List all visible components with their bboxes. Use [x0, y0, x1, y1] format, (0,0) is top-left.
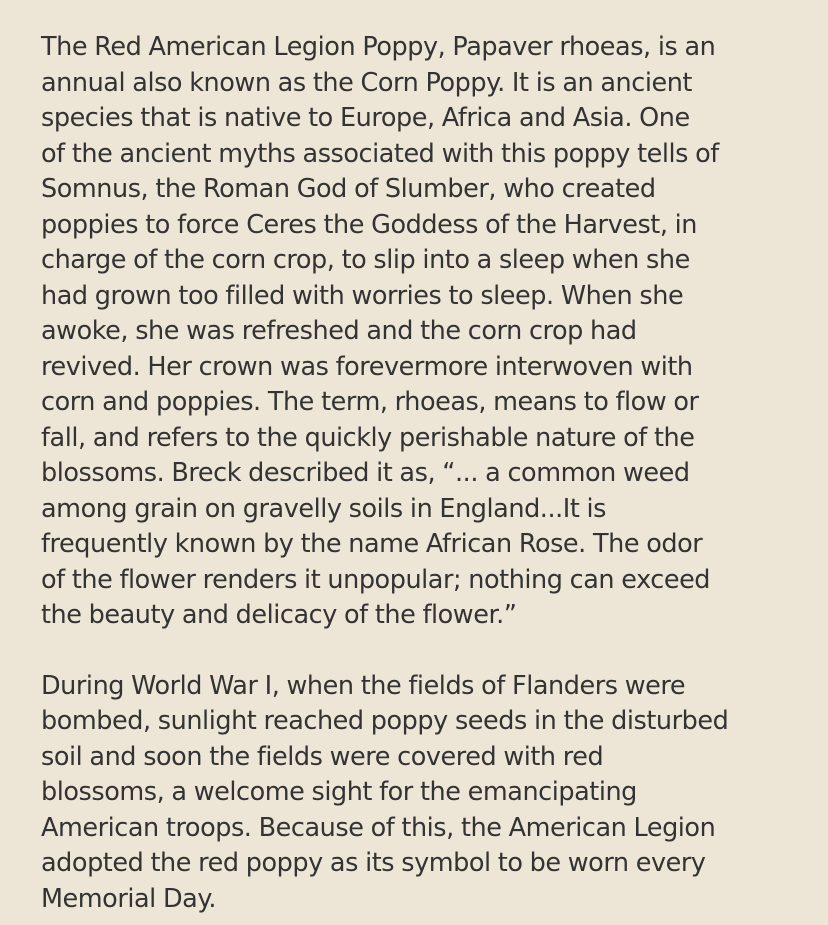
text-line: charge of the corn crop, to slip into a sleep when she [41, 245, 690, 275]
paragraph-world-war-one [41, 669, 801, 918]
text-line: blossoms, a welcome sight for the emancipating [41, 777, 637, 807]
document-body [41, 30, 801, 917]
text-line: species that is native to Europe, Africa and Asia. One [41, 103, 690, 133]
text-line: The Red American Legion Poppy, Papaver rhoeas, is an [41, 32, 716, 62]
text-line: During World War I, when the fields of Flanders were [41, 670, 686, 701]
text-line: revived. Her crown was forevermore interwoven with [41, 351, 693, 382]
text-line: the beauty and delicacy of the flower.” [41, 600, 517, 630]
text-line: poppies to force Ceres the Goddess of the Harvest, in [41, 209, 697, 240]
paragraph-poppy-history [41, 30, 801, 634]
text-line: fall, and refers to the quickly perishable nature of the [41, 422, 695, 453]
text-line: soil and soon the fields were covered with red [41, 741, 604, 772]
text-line: awoke, she was refreshed and the corn crop had [41, 316, 637, 346]
text-line: among grain on gravelly soils in England...It is [41, 493, 607, 524]
text-line: blossoms. Breck described it as, “... a common weed [41, 458, 690, 488]
text-line: annual also known as the Corn Poppy. It is an ancient [41, 67, 692, 98]
text-line: Somnus, the Roman God of Slumber, who created [41, 174, 656, 204]
text-line: frequently known by the name African Rose. The odor [41, 529, 703, 559]
text-line: Memorial Day. [41, 883, 216, 914]
text-line: had grown too filled with worries to sleep. When she [41, 280, 684, 311]
text-line: bombed, sunlight reached poppy seeds in the disturbed [41, 706, 729, 736]
text-line: corn and poppies. The term, rhoeas, means to flow or [41, 387, 699, 417]
text-line: of the flower renders it unpopular; nothing can exceed [41, 564, 711, 595]
text-line: American troops. Because of this, the American Legion [41, 812, 716, 843]
text-line: of the ancient myths associated with this poppy tells of [41, 138, 719, 169]
text-line: adopted the red poppy as its symbol to be worn every [41, 848, 706, 878]
